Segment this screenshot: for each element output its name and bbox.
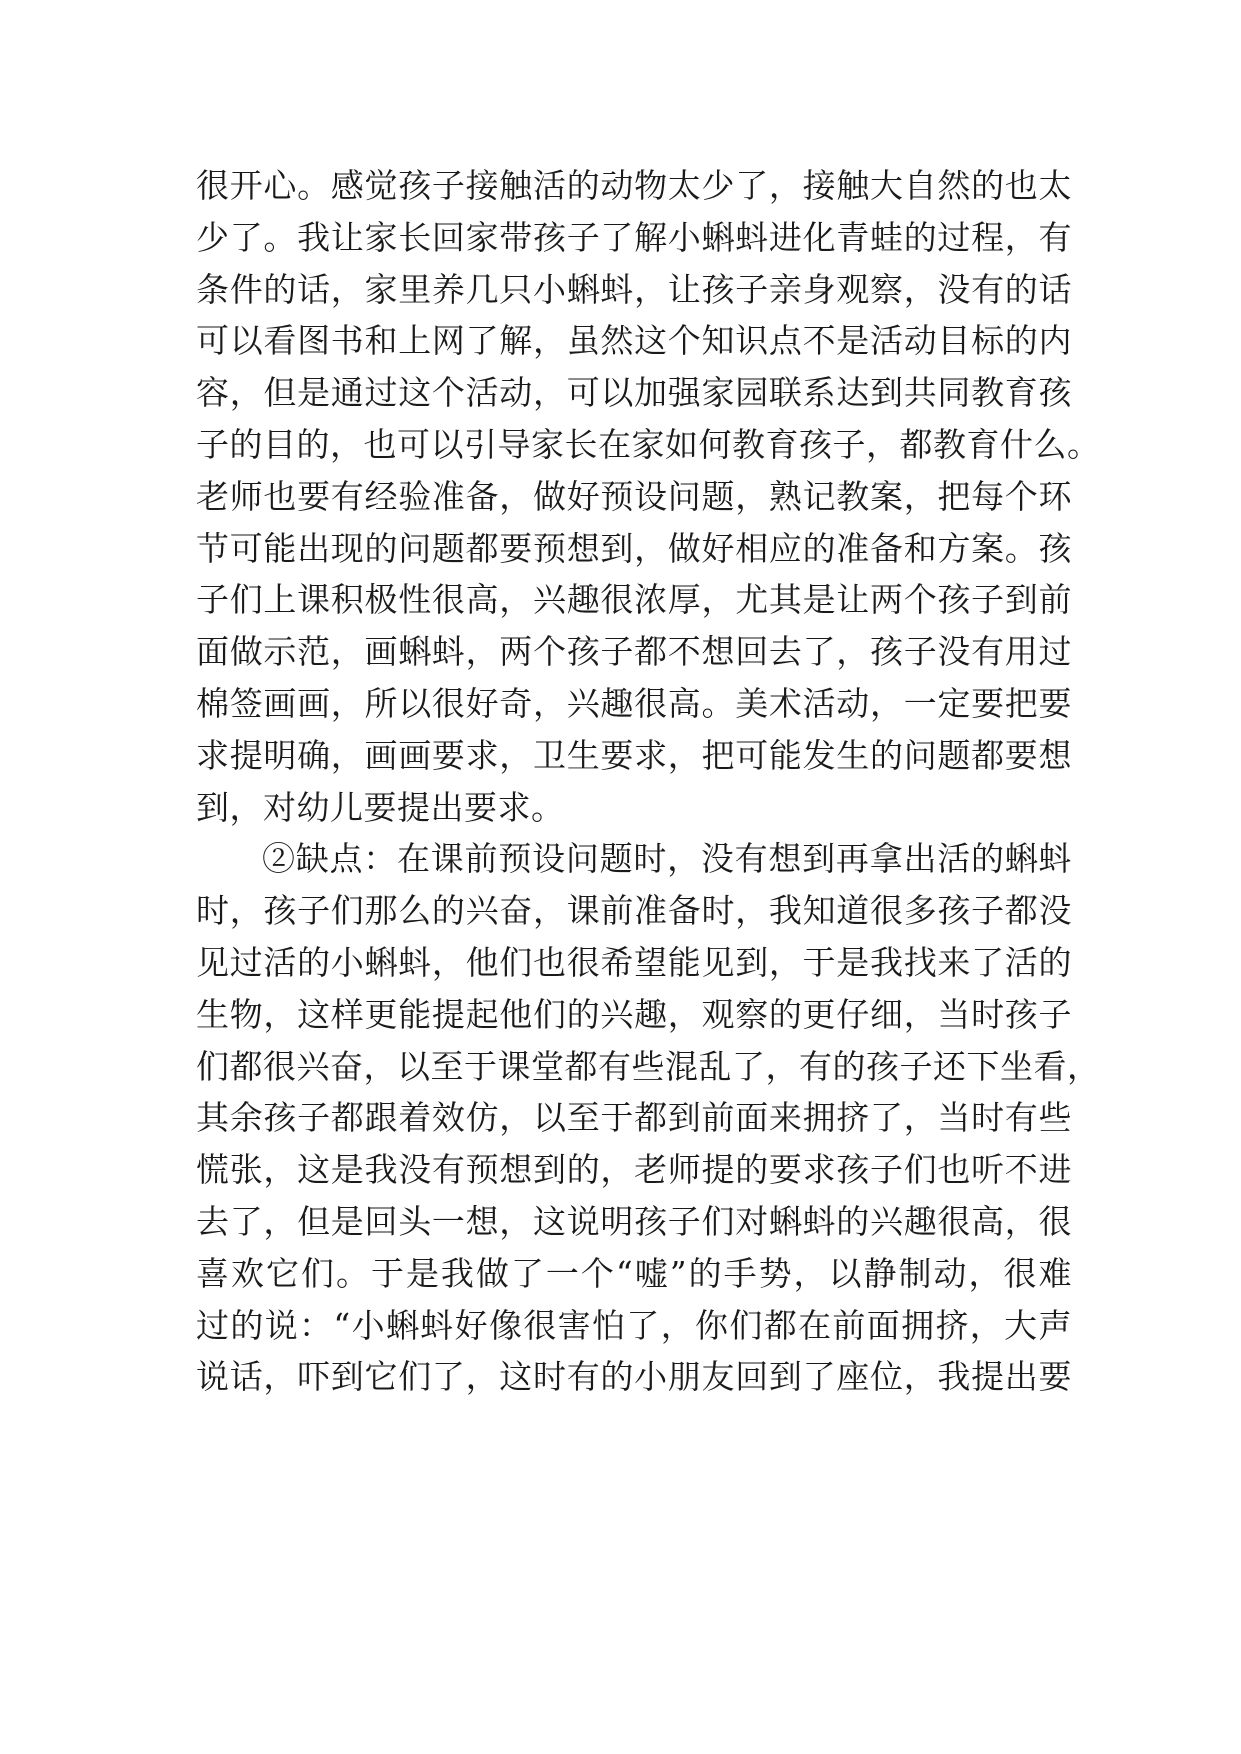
text-line: 少了。我让家长回家带孩子了解小蝌蚪进化青蛙的过程，有	[196, 217, 1072, 257]
text-line: 说话，吓到它们了，这时有的小朋友回到了座位，我提出要	[196, 1357, 1072, 1397]
text-line: 很开心。感觉孩子接触活的动物太少了，接触大自然的也太	[196, 166, 1072, 205]
document-body	[196, 160, 1101, 1403]
text-line: 面做示范，画蝌蚪，两个孩子都不想回去了，孩子没有用过	[196, 632, 1072, 672]
text-line: 过的说：“小蝌蚪好像很害怕了，你们都在前面拥挤，大声	[196, 1305, 1072, 1345]
text-line: 求提明确，画画要求，卫生要求，把可能发生的问题都要想	[196, 735, 1072, 775]
text-line: 其余孩子都跟着效仿，以至于都到前面来拥挤了，当时有些	[196, 1098, 1072, 1138]
text-line: 喜欢它们。于是我做了一个“嘘”的手势，以静制动，很难	[196, 1253, 1072, 1293]
text-line: 去了，但是回头一想，这说明孩子们对蝌蚪的兴趣很高，很	[196, 1201, 1072, 1241]
text-line: 老师也要有经验准备，做好预设问题，熟记教案，把每个环	[196, 476, 1072, 516]
text-line: ②缺点：在课前预设问题时，没有想到再拿出活的蝌蚪	[262, 839, 1072, 879]
text-line: 到，对幼儿要提出要求。	[196, 787, 565, 827]
text-line: 可以看图书和上网了解，虽然这个知识点不是活动目标的内	[196, 321, 1072, 361]
paragraph-reflection-continued	[196, 160, 1101, 833]
text-line: 慌张，这是我没有预想到的，老师提的要求孩子们也听不进	[196, 1150, 1072, 1190]
text-line: 时，孩子们那么的兴奋，课前准备时，我知道很多孩子都没	[196, 891, 1072, 931]
text-line: 见过活的小蝌蚪，他们也很希望能见到，于是我找来了活的	[196, 942, 1072, 982]
text-line: 子的目的，也可以引导家长在家如何教育孩子，都教育什么。	[196, 424, 1101, 464]
text-line: 子们上课积极性很高，兴趣很浓厚，尤其是让两个孩子到前	[196, 580, 1072, 620]
text-line: 生物，这样更能提起他们的兴趣，观察的更仔细，当时孩子	[196, 994, 1072, 1034]
text-line: 们都很兴奋，以至于课堂都有些混乱了，有的孩子还下坐看，	[196, 1046, 1101, 1086]
text-line: 节可能出现的问题都要预想到，做好相应的准备和方案。孩	[196, 528, 1072, 568]
text-line: 容，但是通过这个活动，可以加强家园联系达到共同教育孩	[196, 373, 1072, 413]
text-line: 棉签画画，所以很好奇，兴趣很高。美术活动，一定要把要	[196, 683, 1072, 723]
text-line: 条件的话，家里养几只小蝌蚪，让孩子亲身观察，没有的话	[196, 269, 1072, 309]
paragraph-shortcomings	[196, 833, 1101, 1403]
